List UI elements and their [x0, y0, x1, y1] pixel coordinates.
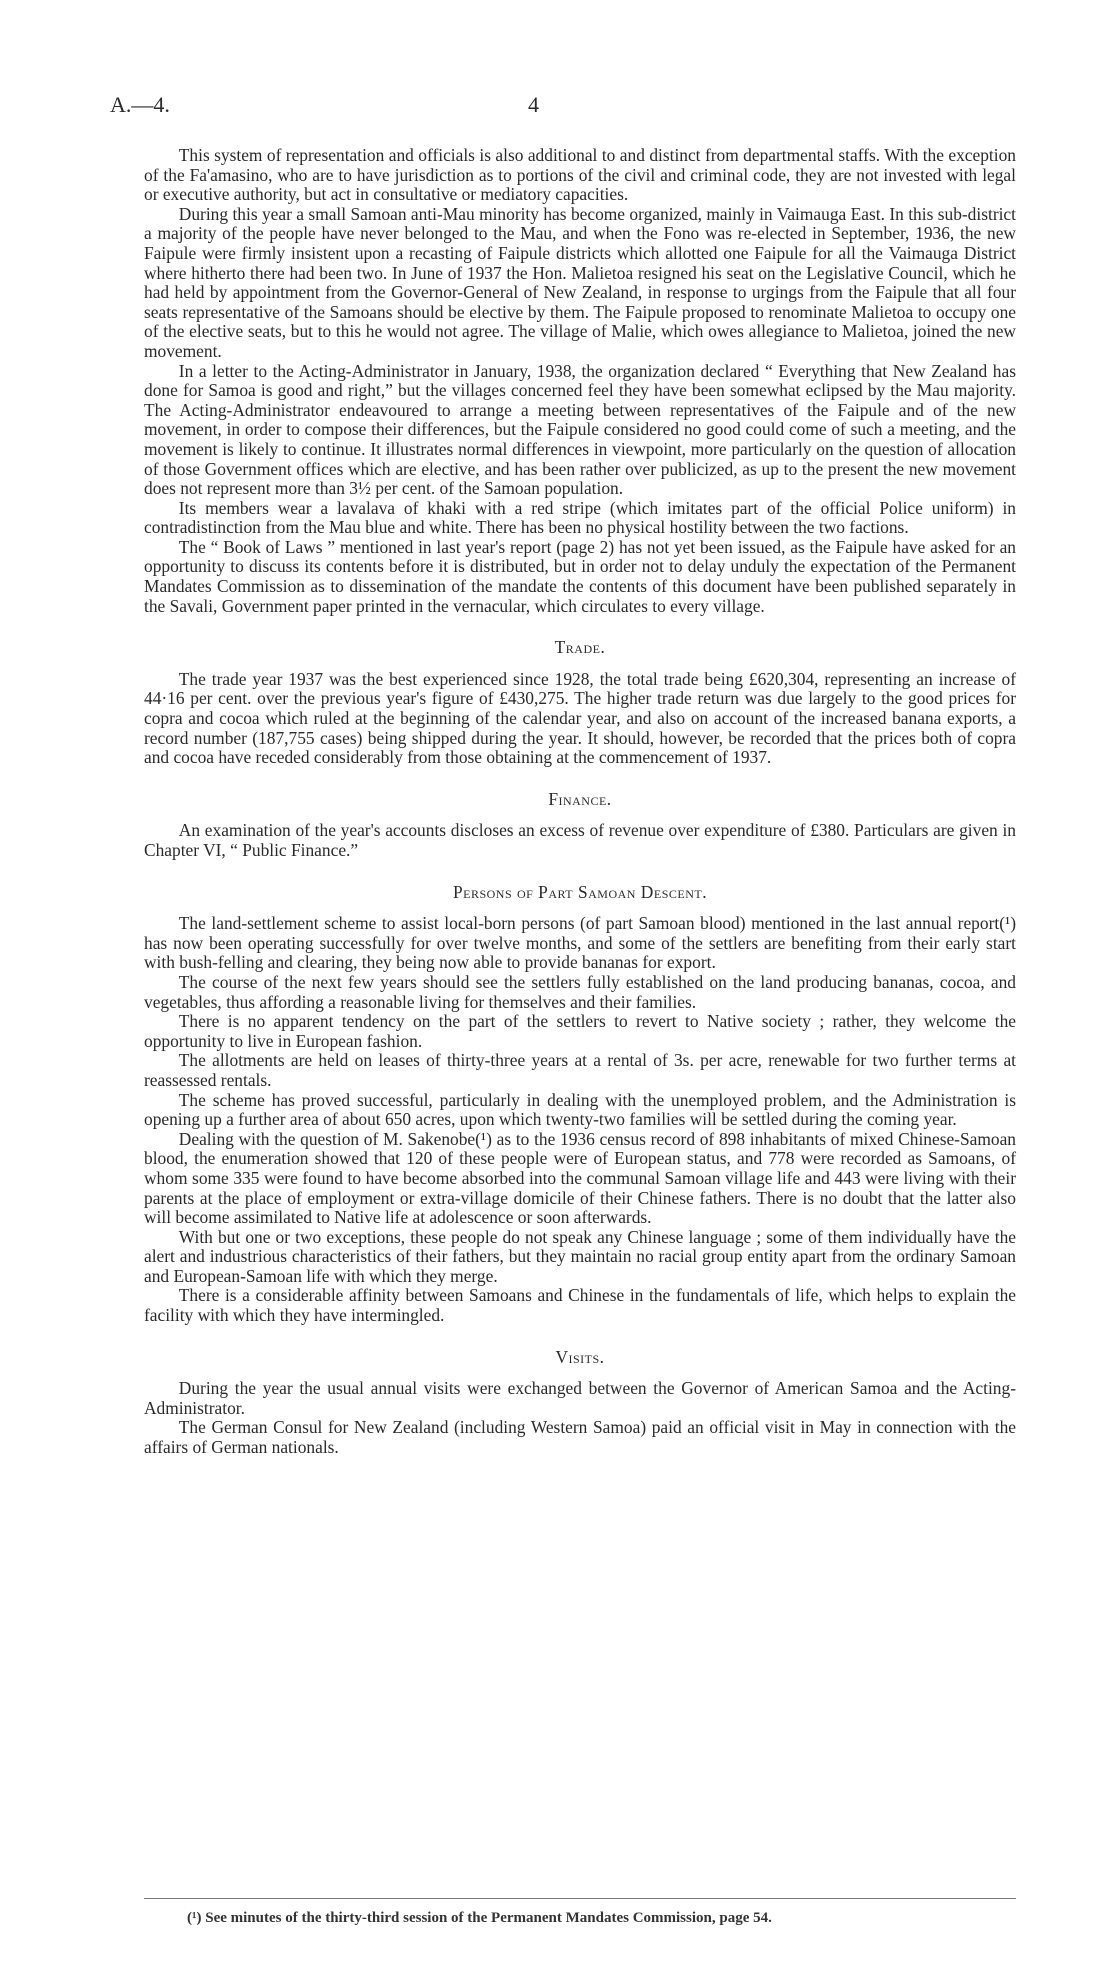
paragraph: During the year the usual annual visits were exchanged between the Governor of American Samoa and the Acting-Administrator. — [144, 1378, 1016, 1418]
footnote-divider — [144, 1898, 1016, 1899]
paragraph: There is a considerable affinity between Samoans and Chinese in the fundamentals of life, which helps to explain the facility with which they have intermingled. — [144, 1285, 1016, 1326]
paragraph: Dealing with the question of M. Sakenobe(¹) as to the 1936 census record of 898 inhabitants of mixed Chinese-Samoan blood, the enumeration showed that 120 of these people were of European status, and 778 were recorded as Samoans, of whom some 335 were found to have become absorbed into the communal Samoan village life and 443 were living with their parents at the place of employment or extra-village domicile of their Chinese fathers. There is no doubt that the latter also will become assimilated to Native life at adolescence or soon afterwards. — [144, 1128, 1016, 1228]
paragraph: There is no apparent tendency on the part of the settlers to revert to Native society ; rather, they welcome the opportunity to live in European fashion. — [144, 1011, 1016, 1051]
section-heading-finance: Finance. — [548, 788, 612, 809]
paragraph: The course of the next few years should see the settlers fully established on the land producing bananas, cocoa, and vegetables, thus affording a reasonable living for themselves and their families. — [144, 971, 1016, 1012]
paragraph: During this year a small Samoan anti-Mau minority has become organized, mainly in Vaimauga East. In this sub-district a majority of the people have never belonged to the Mau, and when the Fono was re-elected in September, 1936, the new Faipule were firmly insistent upon a recasting of Faipule districts which allotted one Faipule for all the Vaimauga District where hitherto there had been two. In June of 1937 the Hon. Malietoa resigned his seat on the Legislative Council, which he had held by appointment from the Governor-General of New Zealand, in response to urgings from the Faipule that all four seats representative of the Samoans should be elective by them. The Faipule proposed to renominate Malietoa to occupy one of the elective seats, but to this he would not agree. The village of Malie, which owes allegiance to Malietoa, joined the new movement. — [144, 203, 1016, 361]
section-heading-part-samoan-descent: Persons of Part Samoan Descent. — [452, 881, 708, 902]
paragraph: The “ Book of Laws ” mentioned in last year's report (page 2) has not yet been issued, as the Faipule have asked for an opportunity to discuss its contents before it is distributed, but in order not to delay unduly the expectation of the Permanent Mandates Commission as to dissemination of the mandate the contents of this document have been published separately in the Savali, Government paper printed in the vernacular, which circulates to every village. — [144, 536, 1016, 616]
paragraph: In a letter to the Acting-Administrator in January, 1938, the organization declared “ Everything that New Zealand has done for Samoa is good and right,” but the villages concerned feel they have been somewhat eclipsed by the Mau majority. The Acting-Administrator endeavoured to arrange a meeting between representatives of the Faipule and of the new movement, in order to compose their differences, but the Faipule considered no good could come of such a meeting, and the movement is likely to continue. It illustrates normal differences in viewpoint, more particularly on the question of allocation of those Government offices which are elective, and has been rather over publicized, as up to the present the new movement does not represent more than 3½ per cent. of the Samoan population. — [144, 360, 1016, 499]
paragraph: With but one or two exceptions, these people do not speak any Chinese language ; some of them individually have the alert and industrious characteristics of their fathers, but they maintain no racial group entity apart from the ordinary Samoan and European-Samoan life with which they merge. — [144, 1226, 1016, 1286]
paragraph: The scheme has proved successful, particularly in dealing with the unemployed problem, and the Administration is opening up a further area of about 650 acres, upon which twenty-two families will be settled during the coming year. — [144, 1089, 1016, 1130]
document-reference: A.—4. — [110, 92, 170, 117]
document-body — [144, 146, 1016, 1458]
paragraph: This system of representation and officials is also additional to and distinct from departmental staffs. With the exception of the Fa'amasino, who are to have jurisdiction as to portions of the civil and criminal code, they are not invested with legal or executive authority, but act in consultative or mediatory capacities. — [144, 145, 1016, 205]
page-header — [110, 92, 1010, 122]
paragraph: The land-settlement scheme to assist local-born persons (of part Samoan blood) mentioned in the last annual report(¹) has now been operating successfully for over twelve months, and some of the settlers are benefiting from their early start with bush-felling and clearing, they being now able to provide bananas for export. — [144, 913, 1016, 973]
section-heading-trade: Trade. — [554, 637, 606, 658]
section-heading-visits: Visits. — [555, 1346, 605, 1367]
page-number: 4 — [528, 92, 539, 117]
footnote: (¹) See minutes of the thirty-third session of the Permanent Mandates Commission, page 54. — [187, 1910, 772, 1926]
paragraph: Its members wear a lavalava of khaki with a red stripe (which imitates part of the official Police uniform) in contradistinction from the Mau blue and white. There has been no physical hostility between the two factions. — [144, 497, 1016, 538]
paragraph: An examination of the year's accounts discloses an excess of revenue over expenditure of £380. Particulars are given in Chapter VI, “ Public Finance.” — [144, 820, 1016, 860]
paragraph: The allotments are held on leases of thirty-three years at a rental of 3s. per acre, renewable for two further terms at reassessed rentals. — [144, 1050, 1016, 1090]
paragraph: The German Consul for New Zealand (including Western Samoa) paid an official visit in May in connection with the affairs of German nationals. — [144, 1417, 1016, 1458]
paragraph: The trade year 1937 was the best experienced since 1928, the total trade being £620,304, representing an increase of 44·16 per cent. over the previous year's figure of £430,275. The higher trade return was due largely to the good prices for copra and cocoa which ruled at the beginning of the calendar year, and also on account of the increased banana exports, a record number (187,755 cases) being shipped during the year. It should, however, be recorded that the prices both of copra and cocoa have receded considerably from those obtaining at the commencement of 1937. — [144, 668, 1016, 768]
